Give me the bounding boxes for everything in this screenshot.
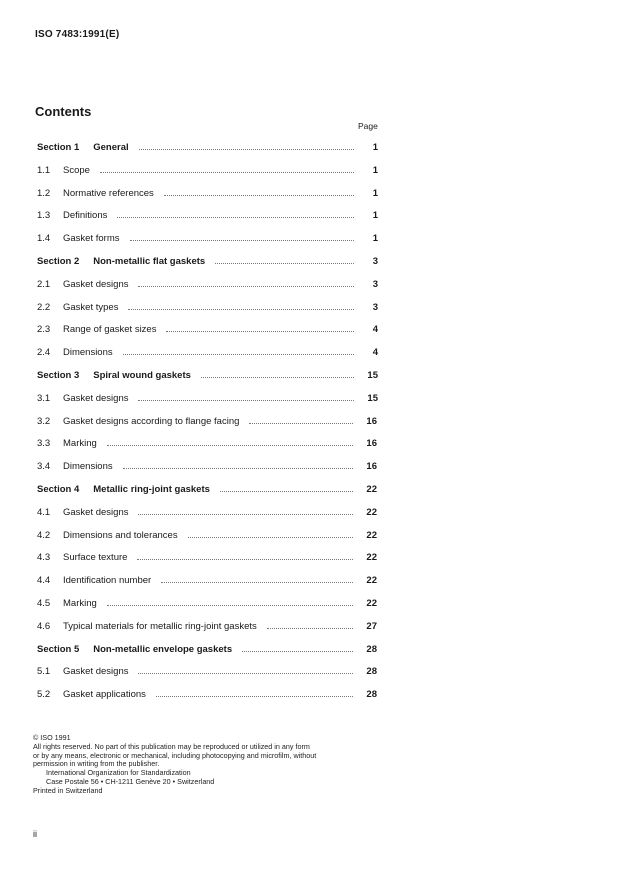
toc-title: Metallic ring-joint gaskets [93, 484, 210, 495]
toc-number: Section 5 [37, 643, 80, 655]
toc-title: Range of gasket sizes [63, 324, 157, 336]
toc-dot-leader [166, 330, 354, 332]
toc-item-row [37, 530, 377, 541]
toc-number: 2.4 [37, 347, 51, 359]
toc-dot-leader [242, 650, 353, 652]
rights-line-2: or by any means, electronic or mechanical, including photocopying and microfilm, without [33, 750, 317, 760]
toc-dot-leader [156, 695, 353, 697]
toc-dot-leader [123, 467, 353, 469]
toc-dot-leader [107, 604, 353, 606]
toc-page-number: 16 [366, 415, 377, 427]
contents-title: Contents [35, 104, 92, 119]
toc-number: 3.4 [37, 461, 51, 473]
toc-title: Spiral wound gaskets [93, 370, 191, 381]
toc-title: Identification number [63, 575, 152, 587]
toc-dot-leader [267, 627, 353, 629]
toc-title: Typical materials for metallic ring-joint gaskets [63, 620, 257, 632]
toc-number: 5.2 [37, 689, 51, 701]
toc-title: Scope [63, 164, 90, 176]
toc-section-row [37, 256, 378, 267]
toc-number: 2.3 [37, 324, 51, 336]
toc-number: 4.6 [37, 620, 51, 632]
toc-title: Surface texture [63, 552, 128, 564]
toc-number: 5.1 [37, 666, 51, 678]
toc-page-number: 28 [366, 689, 377, 701]
toc-dot-leader [139, 148, 354, 150]
toc-title: Marking [63, 598, 97, 609]
toc-number: 1.3 [37, 210, 51, 222]
toc-dot-leader [220, 490, 353, 492]
toc-dot-leader [249, 422, 353, 424]
toc-item-row [37, 302, 378, 313]
toc-dot-leader [138, 285, 354, 287]
toc-number: 4.1 [37, 506, 51, 518]
toc-number: Section 3 [37, 370, 80, 381]
toc-title: Gasket designs [63, 506, 129, 518]
toc-title: Non-metallic envelope gaskets [93, 643, 233, 655]
toc-dot-leader [100, 171, 354, 173]
toc-number: Section 4 [37, 484, 80, 495]
page-number: ii [33, 829, 37, 839]
toc-item-row [37, 165, 378, 176]
toc-page-number: 16 [366, 438, 377, 450]
toc-item-row [37, 279, 378, 290]
copyright-line: © ISO 1991 [33, 733, 71, 742]
toc-title: Gasket designs [63, 666, 129, 678]
toc-item-row [37, 347, 378, 358]
toc-title: Gasket designs [63, 392, 129, 404]
toc-dot-leader [138, 399, 354, 401]
toc-number: Section 2 [37, 256, 80, 267]
toc-item-row [37, 393, 378, 404]
toc-title: Gasket designs [63, 278, 129, 290]
toc-number: 4.2 [37, 529, 51, 541]
toc-page-number: 1 [372, 142, 378, 153]
toc-number: 2.2 [37, 301, 51, 313]
toc-page-number: 4 [372, 324, 378, 336]
toc-page-number: 28 [366, 643, 377, 655]
toc-dot-leader [107, 444, 353, 446]
toc-title: Marking [63, 438, 97, 450]
toc-title: General [93, 142, 129, 153]
toc-item-row [37, 324, 378, 335]
toc-title: Dimensions [63, 461, 113, 473]
toc-page-number: 22 [366, 598, 377, 609]
toc-page-number: 4 [372, 347, 378, 359]
toc-section-row [37, 644, 377, 655]
toc-page-number: 15 [367, 392, 378, 404]
toc-page-number: 1 [372, 233, 378, 245]
toc-number: 1.1 [37, 164, 51, 176]
copyright-notice [33, 734, 383, 796]
toc-section-row [37, 142, 378, 153]
toc-page-number: 28 [366, 666, 377, 678]
toc-item-row [37, 438, 377, 449]
toc-title: Normative references [63, 187, 154, 199]
toc-item-row [37, 233, 378, 244]
toc-number: 3.1 [37, 392, 51, 404]
toc-number: 1.4 [37, 233, 51, 245]
toc-section-row [37, 484, 377, 495]
toc-number: 3.2 [37, 415, 51, 427]
toc-item-row [37, 621, 377, 632]
toc-number: Section 1 [37, 142, 80, 153]
toc-dot-leader [161, 581, 353, 583]
toc-number: 3.3 [37, 438, 51, 450]
organization-address: Case Postale 56 • CH-1211 Genève 20 • Switzerland [46, 776, 215, 786]
toc-number: 4.5 [37, 598, 51, 609]
toc-item-row [37, 666, 377, 677]
toc-title: Definitions [63, 210, 108, 222]
toc-dot-leader [123, 353, 354, 355]
toc-page-number: 15 [367, 370, 378, 381]
toc-page-number: 1 [372, 210, 378, 222]
toc-page-number: 1 [372, 187, 378, 199]
toc-title: Dimensions [63, 347, 113, 359]
toc-title: Gasket applications [63, 689, 146, 701]
toc-dot-leader [164, 194, 354, 196]
toc-dot-leader [138, 513, 353, 515]
toc-section-row [37, 370, 378, 381]
toc-dot-leader [215, 262, 354, 264]
document-id: ISO 7483:1991(E) [35, 29, 120, 40]
toc-page-number: 3 [372, 278, 378, 290]
toc-page-number: 3 [372, 256, 378, 267]
toc-number: 2.1 [37, 278, 51, 290]
toc-item-row [37, 461, 377, 472]
toc-dot-leader [188, 536, 353, 538]
printed-in: Printed in Switzerland [33, 785, 103, 795]
toc-item-row [37, 575, 377, 586]
toc-number: 4.3 [37, 552, 51, 564]
toc-page-number: 27 [366, 620, 377, 632]
toc-title: Gasket forms [63, 233, 120, 245]
toc-page-number: 22 [366, 506, 377, 518]
toc-number: 4.4 [37, 575, 51, 587]
toc-item-row [37, 416, 377, 427]
organization-name: International Organization for Standardization [46, 768, 191, 778]
toc-title: Dimensions and tolerances [63, 529, 178, 541]
rights-line-1: All rights reserved. No part of this publication may be reproduced or utilized in any form [33, 741, 310, 751]
toc-title: Gasket designs according to flange facing [63, 415, 240, 427]
toc-page-number: 3 [372, 301, 378, 313]
page-column-label: Page [358, 121, 378, 131]
toc-page-number: 22 [366, 484, 377, 495]
toc-dot-leader [138, 672, 353, 674]
toc-item-row [37, 507, 377, 518]
toc-page-number: 22 [366, 552, 377, 564]
toc-item-row [37, 689, 377, 700]
toc-page-number: 16 [366, 461, 377, 473]
toc-item-row [37, 210, 378, 221]
rights-line-3: permission in writing from the publisher. [33, 759, 160, 769]
toc-dot-leader [130, 239, 355, 241]
toc-dot-leader [137, 558, 353, 560]
toc-title: Gasket types [63, 301, 119, 313]
toc-dot-leader [128, 308, 354, 310]
toc-page-number: 22 [366, 529, 377, 541]
toc-dot-leader [201, 376, 354, 378]
toc-item-row [37, 188, 378, 199]
toc-item-row [37, 598, 377, 609]
toc-title: Non-metallic flat gaskets [93, 256, 206, 267]
toc-item-row [37, 552, 377, 563]
toc-page-number: 22 [366, 575, 377, 587]
toc-dot-leader [117, 216, 354, 218]
toc-page-number: 1 [372, 164, 378, 176]
toc-number: 1.2 [37, 187, 51, 199]
